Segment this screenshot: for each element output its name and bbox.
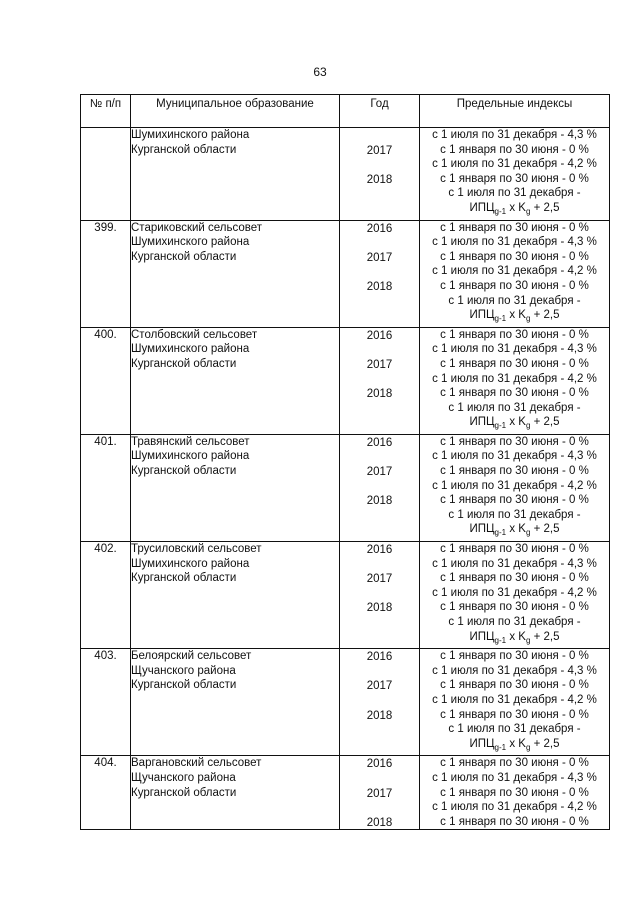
- formula-ipc: ИПЦ: [469, 737, 495, 750]
- year-value: 2016: [366, 758, 393, 771]
- formula-ipc-sub: g-1: [494, 635, 507, 645]
- formula-k-sub: g: [525, 528, 531, 538]
- formula-x: x: [509, 737, 516, 750]
- index-line: с 1 июля по 31 декабря -: [448, 401, 581, 414]
- formula-ipc: ИПЦ: [469, 630, 495, 643]
- year-cell: [340, 649, 420, 756]
- formula-k: K: [518, 309, 526, 322]
- index-line: с 1 июля по 31 декабря - 4,2 %: [432, 586, 597, 599]
- index-line: с 1 июля по 31 декабря - 4,3 %: [432, 343, 597, 356]
- indices-cell: [420, 434, 610, 541]
- municipality-line: Травянский сельсовет: [131, 435, 250, 448]
- year-value: 2018: [366, 495, 393, 508]
- index-line: с 1 июля по 31 декабря - 4,2 %: [432, 479, 597, 492]
- municipality-line: Шумихинского района: [131, 129, 250, 141]
- municipality-line: Столбовский сельсовет: [131, 328, 258, 341]
- row-number: 399.: [81, 220, 131, 327]
- municipality-line: Шумихинского района: [131, 343, 250, 356]
- year-value: 2016: [366, 544, 393, 557]
- index-line: с 1 июля по 31 декабря - 4,2 %: [432, 372, 597, 385]
- header-municipality: Муниципальное образование: [131, 95, 340, 128]
- municipality-line: Курганской области: [131, 786, 237, 799]
- index-formula: [420, 415, 609, 434]
- index-line: с 1 июля по 31 декабря - 4,2 %: [432, 693, 597, 706]
- formula-k-sub: g: [525, 421, 531, 431]
- header-year: Год: [340, 95, 420, 128]
- municipality-line: Трусиловский сельсовет: [131, 543, 262, 556]
- year-value: 2018: [366, 602, 393, 615]
- index-line: с 1 января по 30 июня - 0 %: [440, 572, 589, 585]
- formula-ipc-sub: g-1: [494, 206, 507, 216]
- formula-rest: + 2,5: [533, 737, 560, 750]
- year-value: 2017: [366, 144, 393, 157]
- formula-k: K: [518, 416, 526, 429]
- index-formula: [420, 630, 609, 649]
- year-value: 2016: [366, 329, 393, 342]
- indices-cell: [420, 756, 610, 830]
- index-line: с 1 июля по 31 декабря - 4,2 %: [432, 801, 597, 814]
- index-line: с 1 января по 30 июня - 0 %: [440, 786, 589, 799]
- formula-ipc-sub: g-1: [494, 314, 507, 324]
- row-number: 401.: [81, 434, 131, 541]
- year-value: 2016: [366, 651, 393, 664]
- municipality-line: Щучанского района: [131, 664, 236, 677]
- municipality-line: Варгановский сельсовет: [131, 757, 262, 770]
- table-row: [81, 128, 610, 221]
- index-formula: [420, 308, 609, 327]
- index-formula: [420, 737, 609, 756]
- year-cell: [340, 756, 420, 830]
- table-row: [81, 220, 610, 327]
- municipality-line: Курганской области: [131, 679, 237, 692]
- formula-ipc: ИПЦ: [469, 201, 495, 214]
- formula-ipc-sub: g-1: [494, 528, 507, 538]
- index-line: с 1 июля по 31 декабря - 4,3 %: [432, 129, 597, 141]
- indices-cell: [420, 542, 610, 649]
- year-cell: [340, 434, 420, 541]
- municipality-line: Шумихинского района: [131, 236, 250, 249]
- year-cell: [340, 327, 420, 434]
- municipality-cell: [131, 128, 340, 221]
- formula-ipc-sub: g-1: [494, 742, 507, 752]
- row-number: [81, 128, 131, 221]
- formula-ipc: ИПЦ: [469, 523, 495, 536]
- index-line: с 1 июля по 31 декабря - 4,3 %: [432, 771, 597, 784]
- municipality-line: Щучанского района: [131, 771, 236, 784]
- table-row: [81, 756, 610, 830]
- municipality-line: Шумихинского района: [131, 450, 250, 463]
- index-line: с 1 января по 30 июня - 0 %: [440, 494, 589, 507]
- index-line: с 1 января по 30 июня - 0 %: [440, 708, 589, 721]
- formula-rest: + 2,5: [533, 416, 560, 429]
- formula-k: K: [518, 630, 526, 643]
- row-number: 402.: [81, 542, 131, 649]
- year-value: 2018: [366, 388, 393, 401]
- index-line: с 1 июля по 31 декабря -: [448, 616, 581, 628]
- page-number: 63: [313, 65, 327, 79]
- row-number: 404.: [81, 756, 131, 830]
- formula-k-sub: g: [525, 635, 531, 645]
- year-value: 2017: [366, 466, 393, 479]
- index-line: с 1 января по 30 июня - 0 %: [440, 815, 589, 828]
- index-formula: [420, 522, 609, 541]
- indices-cell: [420, 220, 610, 327]
- index-line: с 1 июля по 31 декабря -: [448, 187, 581, 200]
- municipality-line: Стариковский сельсовет: [131, 221, 263, 234]
- index-line: с 1 января по 30 июня - 0 %: [440, 601, 589, 614]
- formula-k: K: [518, 201, 526, 214]
- index-line: с 1 июля по 31 декабря -: [448, 294, 581, 307]
- header-indices: Предельные индексы: [420, 95, 610, 128]
- index-line: с 1 января по 30 июня - 0 %: [440, 143, 589, 156]
- formula-rest: + 2,5: [533, 630, 560, 643]
- formula-k: K: [518, 523, 526, 536]
- formula-x: x: [509, 416, 516, 429]
- index-line: с 1 января по 30 июня - 0 %: [440, 172, 589, 185]
- municipality-line: Курганской области: [131, 465, 237, 478]
- formula-x: x: [509, 201, 516, 214]
- year-cell: [340, 542, 420, 649]
- municipality-cell: [131, 649, 340, 756]
- formula-k-sub: g: [525, 206, 531, 216]
- year-value: 2018: [366, 173, 393, 186]
- formula-x: x: [509, 630, 516, 643]
- formula-x: x: [509, 523, 516, 536]
- indices-cell: [420, 649, 610, 756]
- indices-cell: [420, 327, 610, 434]
- index-line: с 1 января по 30 июня - 0 %: [440, 435, 589, 448]
- year-cell: [340, 128, 420, 221]
- municipality-cell: [131, 434, 340, 541]
- index-line: с 1 января по 30 июня - 0 %: [440, 357, 589, 370]
- table-row: [81, 542, 610, 649]
- row-number: 403.: [81, 649, 131, 756]
- municipality-line: Курганской области: [131, 250, 237, 263]
- index-line: с 1 января по 30 июня - 0 %: [440, 543, 589, 556]
- formula-ipc: ИПЦ: [469, 416, 495, 429]
- index-line: с 1 января по 30 июня - 0 %: [440, 279, 589, 292]
- formula-ipc-sub: g-1: [494, 421, 507, 431]
- table-row: [81, 434, 610, 541]
- index-line: с 1 июля по 31 декабря - 4,3 %: [432, 236, 597, 249]
- municipality-cell: [131, 542, 340, 649]
- municipality-line: Курганской области: [131, 143, 237, 156]
- header-number: № п/п: [81, 95, 131, 128]
- index-line: с 1 января по 30 июня - 0 %: [440, 465, 589, 478]
- formula-k-sub: g: [525, 742, 531, 752]
- index-line: с 1 июля по 31 декабря -: [448, 723, 581, 736]
- formula-rest: + 2,5: [533, 309, 560, 322]
- year-value: 2016: [366, 222, 393, 235]
- index-line: с 1 января по 30 июня - 0 %: [440, 387, 589, 400]
- year-value: 2018: [366, 816, 393, 829]
- index-formula: [420, 201, 609, 220]
- formula-k-sub: g: [525, 314, 531, 324]
- year-value: 2017: [366, 358, 393, 371]
- index-line: с 1 июля по 31 декабря - 4,2 %: [432, 158, 597, 171]
- year-value: 2017: [366, 573, 393, 586]
- table-row: [81, 649, 610, 756]
- table-row: [81, 327, 610, 434]
- municipality-line: Шумихинского района: [131, 557, 250, 570]
- year-cell: [340, 220, 420, 327]
- year-value: 2017: [366, 680, 393, 693]
- index-line: с 1 января по 30 июня - 0 %: [440, 757, 589, 770]
- index-line: с 1 января по 30 июня - 0 %: [440, 650, 589, 663]
- formula-k: K: [518, 737, 526, 750]
- municipality-line: Белоярский сельсовет: [131, 650, 252, 663]
- index-line: с 1 июля по 31 декабря - 4,3 %: [432, 664, 597, 677]
- formula-ipc: ИПЦ: [469, 309, 495, 322]
- indices-cell: [420, 128, 610, 221]
- municipality-cell: [131, 327, 340, 434]
- index-line: с 1 января по 30 июня - 0 %: [440, 679, 589, 692]
- year-value: 2016: [366, 436, 393, 449]
- index-line: с 1 июля по 31 декабря - 4,3 %: [432, 450, 597, 463]
- year-value: 2018: [366, 280, 393, 293]
- year-value: 2018: [366, 709, 393, 722]
- index-line: с 1 июля по 31 декабря - 4,2 %: [432, 265, 597, 278]
- table-header-row: [81, 95, 610, 128]
- index-line: с 1 января по 30 июня - 0 %: [440, 221, 589, 234]
- formula-rest: + 2,5: [533, 523, 560, 536]
- index-line: с 1 января по 30 июня - 0 %: [440, 328, 589, 341]
- year-value: 2017: [366, 251, 393, 264]
- year-value: 2017: [366, 787, 393, 800]
- municipality-line: Курганской области: [131, 357, 237, 370]
- index-line: с 1 января по 30 июня - 0 %: [440, 250, 589, 263]
- formula-rest: + 2,5: [533, 201, 560, 214]
- index-line: с 1 июля по 31 декабря - 4,3 %: [432, 557, 597, 570]
- indices-table: [80, 94, 610, 830]
- formula-x: x: [509, 309, 516, 322]
- index-line: с 1 июля по 31 декабря -: [448, 508, 581, 521]
- row-number: 400.: [81, 327, 131, 434]
- municipality-cell: [131, 220, 340, 327]
- municipality-cell: [131, 756, 340, 830]
- municipality-line: Курганской области: [131, 572, 237, 585]
